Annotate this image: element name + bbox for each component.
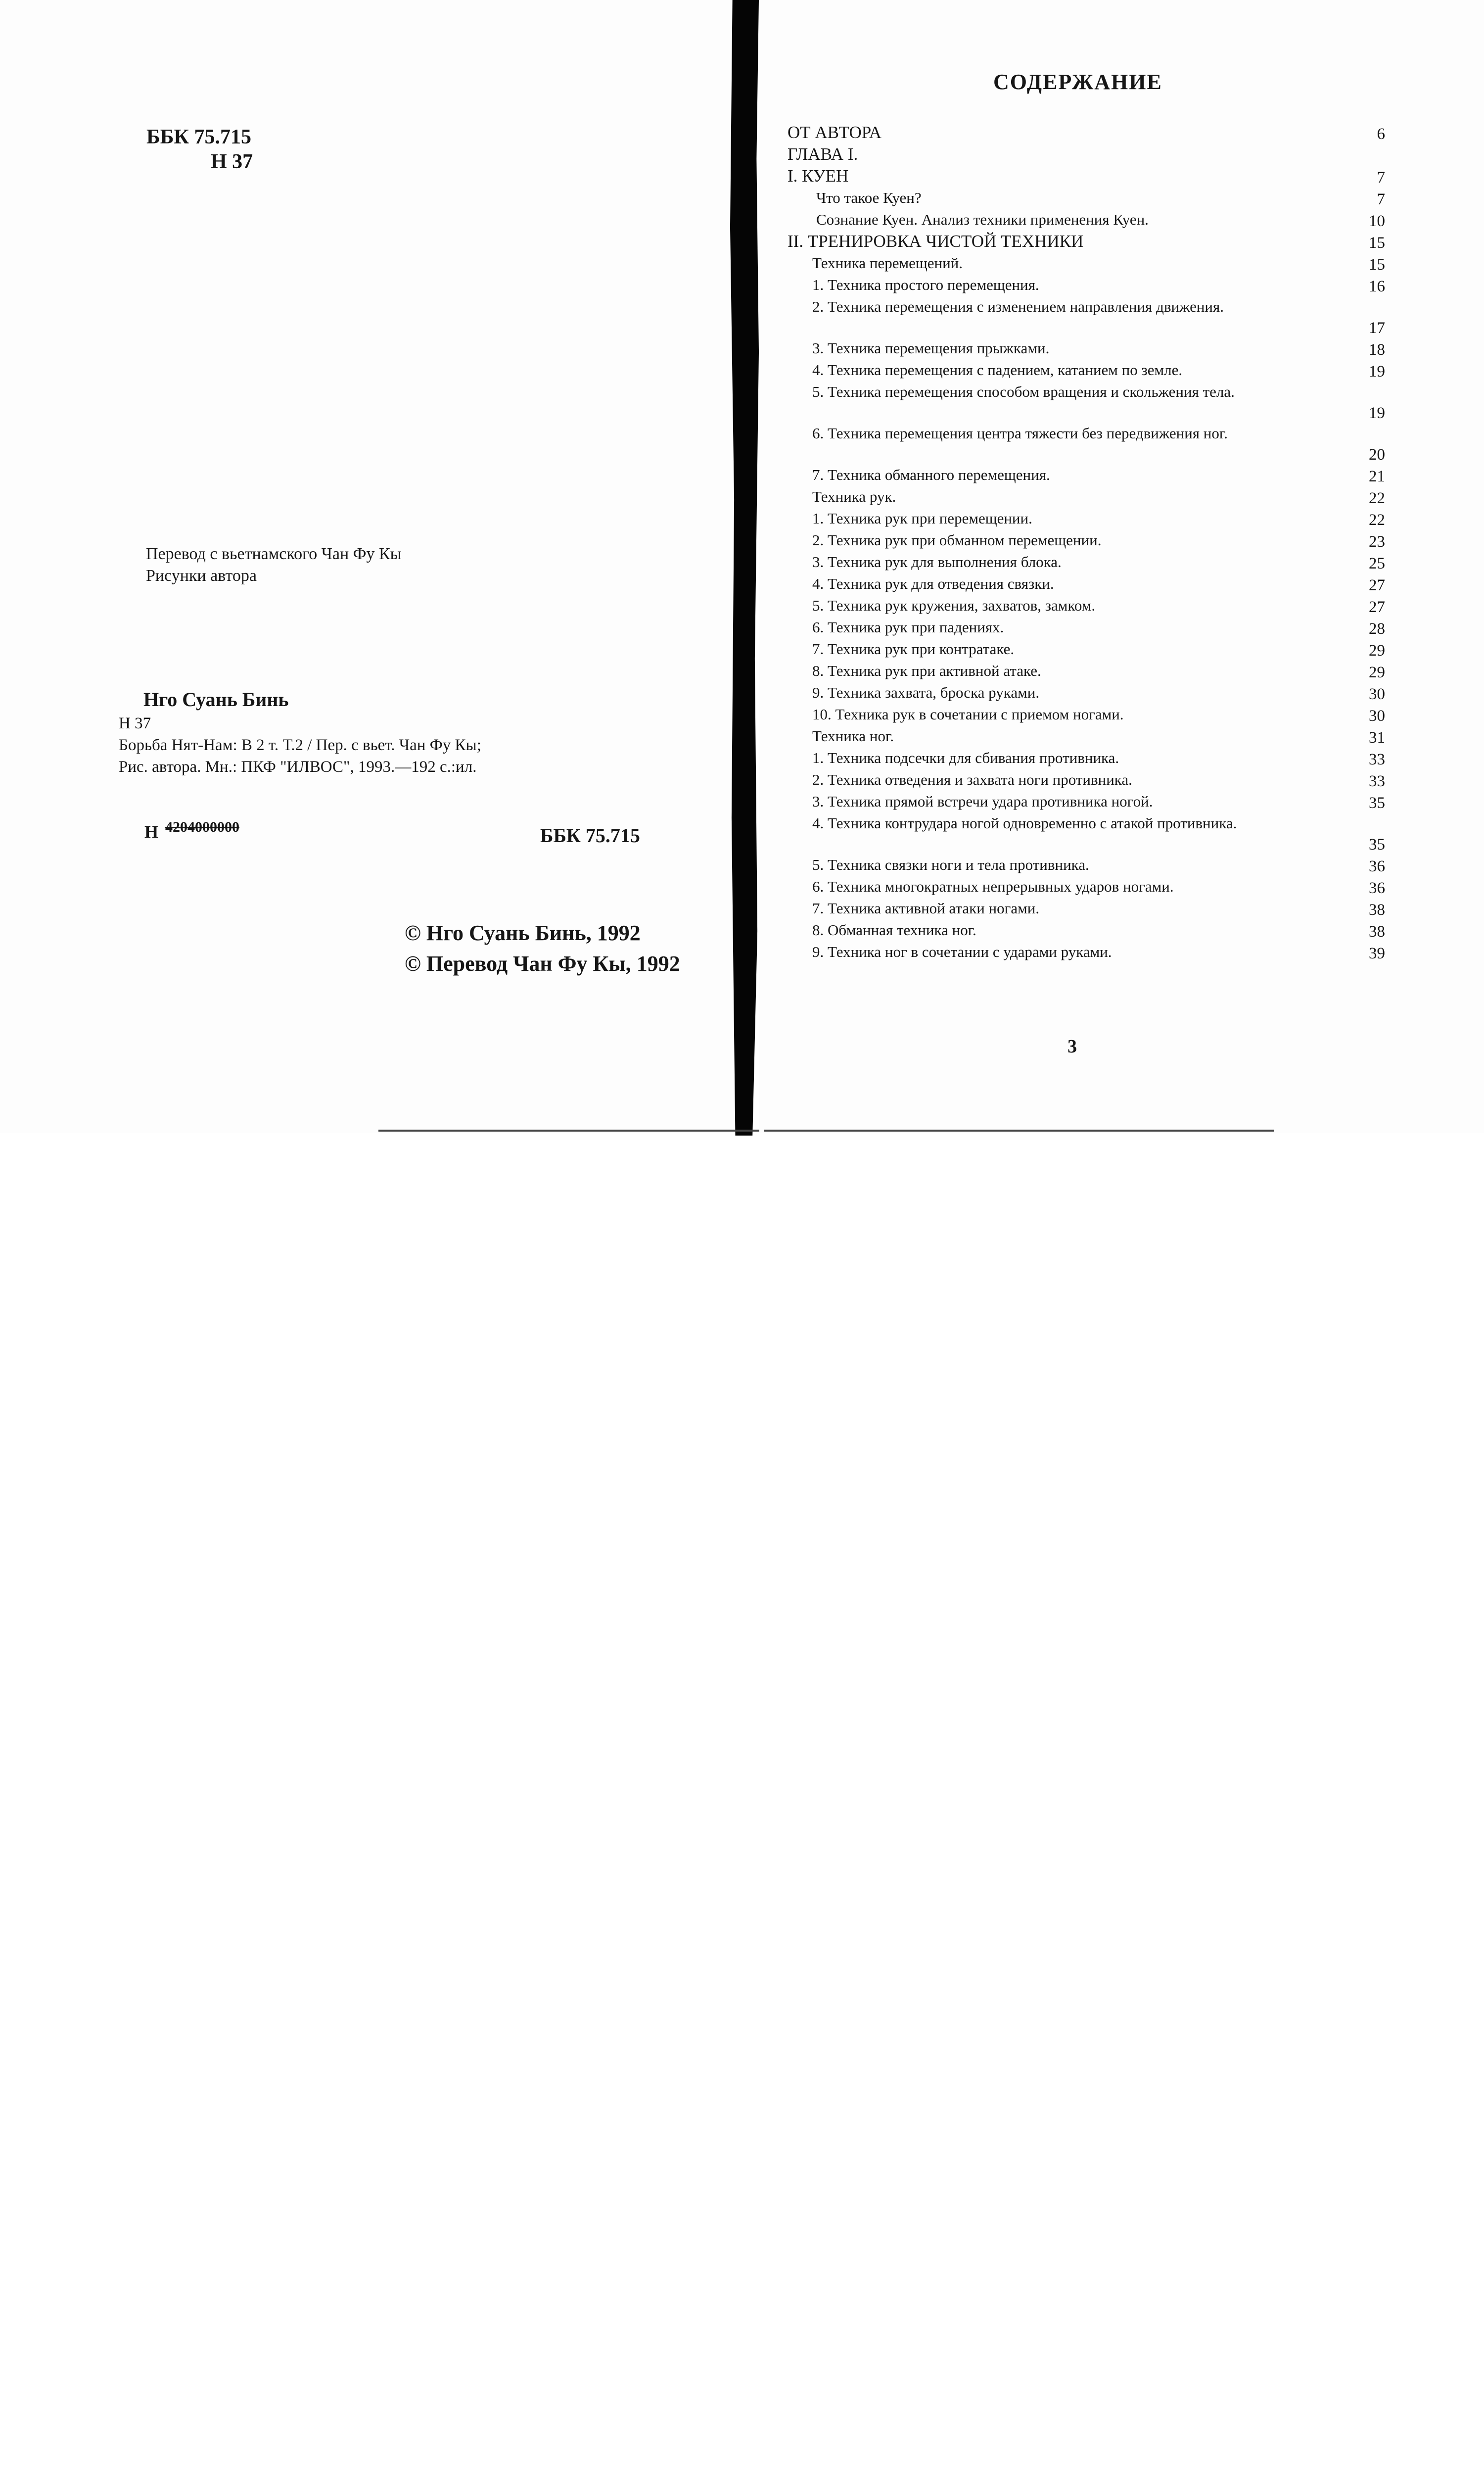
toc-entry-title: 10. Техника рук в сочетании с приемом ногами.	[812, 706, 1124, 723]
toc-entry-page: 29	[1369, 642, 1385, 660]
toc-entry-page: 22	[1369, 511, 1385, 529]
catalog-record	[119, 713, 481, 778]
illustrations-note: Рисунки автора	[146, 567, 257, 585]
page-bottom-edge	[378, 1130, 759, 1132]
toc-entry-title: 9. Техника ног в сочетании с ударами руками.	[812, 943, 1112, 960]
toc-entry-title: 6. Техника перемещения центра тяжести без передвижения ног.	[812, 425, 1228, 442]
toc-entry-page: 25	[1369, 555, 1385, 572]
toc-entry	[788, 123, 1395, 144]
toc-entry-title: 7. Техника активной атаки ногами.	[812, 900, 1040, 917]
toc-entry	[788, 530, 1395, 552]
toc-entry	[788, 639, 1395, 661]
toc-entry	[788, 509, 1395, 530]
toc-entry-page: 29	[1369, 664, 1385, 681]
isbn-block	[144, 821, 239, 842]
toc-entry-page: 7	[1377, 190, 1385, 208]
toc-entry	[788, 297, 1395, 338]
toc-entry-page: 15	[1369, 256, 1385, 274]
toc-entry-title: 3. Техника рук для выполнения блока.	[812, 553, 1062, 571]
toc-entry-title: Что такое Куен?	[816, 189, 922, 206]
toc-entry-page: 38	[1369, 923, 1385, 941]
toc-entry	[788, 487, 1395, 509]
toc-entry-title: 4. Техника перемещения с падением, катанием по земле.	[812, 361, 1183, 379]
toc-entry-page: 16	[1369, 278, 1385, 295]
toc-entry	[788, 596, 1395, 618]
author-code: Н 37	[211, 150, 253, 173]
toc-entry-page: 19	[1369, 363, 1385, 381]
toc-entry-title: Техника ног.	[812, 727, 894, 745]
toc-entry-title: 7. Техника обманного перемещения.	[812, 466, 1050, 483]
toc-entry-title: 5. Техника связки ноги и тела противника.	[812, 856, 1089, 873]
toc-entry-title: 4. Техника контрудара ногой одновременно с атакой противника.	[812, 814, 1237, 832]
toc-entry	[788, 360, 1395, 382]
toc-entry-page: 35	[1369, 794, 1385, 812]
toc-entry	[788, 275, 1395, 297]
toc-entry-title: 1. Техника подсечки для сбивания противника.	[812, 749, 1119, 766]
toc-entry-page: 30	[1369, 685, 1385, 703]
toc-entry-page: 39	[1369, 945, 1385, 962]
toc-entry-title: 2. Техника отведения и захвата ноги противника.	[812, 771, 1132, 788]
toc-entry	[788, 748, 1395, 770]
toc-entry-title: Техника перемещений.	[812, 254, 963, 272]
toc-entry-title: II. ТРЕНИРОВКА ЧИСТОЙ ТЕХНИКИ	[788, 232, 1084, 251]
toc-entry-page: 21	[1369, 468, 1385, 485]
catalog-line: Рис. автора. Мн.: ПКФ "ИЛВОС", 1993.—192 с.:ил.	[119, 758, 477, 776]
toc-entry-page: 15	[1369, 234, 1385, 252]
toc-entry-title: 4. Техника рук для отведения связки.	[812, 575, 1054, 592]
toc-entry-title: 2. Техника перемещения с изменением направления движения.	[812, 298, 1224, 315]
toc-entry	[788, 899, 1395, 920]
copyright-line: © Перевод Чан Фу Кы, 1992	[405, 952, 680, 976]
toc-entry	[788, 683, 1395, 705]
toc-entry-title: 8. Обманная техника ног.	[812, 921, 976, 939]
toc-entry	[788, 382, 1395, 424]
page-number: 3	[1067, 1036, 1077, 1057]
toc-entry	[788, 210, 1395, 232]
toc-entry-page: 33	[1369, 751, 1385, 768]
toc-entry	[788, 661, 1395, 683]
toc-entry	[788, 166, 1395, 188]
toc-entry-title: ГЛАВА I.	[788, 144, 858, 164]
toc-entry-page: 28	[1369, 620, 1385, 638]
toc-entry-page: 20	[1369, 446, 1385, 464]
toc-entry	[788, 574, 1395, 596]
isbn-number: 4204000000	[165, 819, 240, 835]
toc-entry-title: 5. Техника перемещения способом вращения и скольжения тела.	[812, 383, 1235, 400]
page-bottom-edge	[764, 1130, 1274, 1132]
toc-entry-title: 5. Техника рук кружения, захватов, замком.	[812, 597, 1096, 614]
author-name: Нго Суань Бинь	[143, 688, 289, 711]
toc-entry	[788, 424, 1395, 465]
book-spine-shadow	[730, 0, 759, 1136]
toc-entry-page: 31	[1369, 729, 1385, 747]
toc-entry	[788, 253, 1395, 275]
toc-entry-page: 23	[1369, 533, 1385, 551]
toc-entry	[788, 942, 1395, 964]
toc-entry	[788, 726, 1395, 748]
toc-entry-page: 27	[1369, 598, 1385, 616]
toc-entry-page: 33	[1369, 772, 1385, 790]
toc-entry-title: 6. Техника многократных непрерывных ударов ногами.	[812, 878, 1174, 895]
toc-entry-page: 7	[1377, 169, 1385, 187]
toc-entry-page: 38	[1369, 901, 1385, 919]
toc-entry	[788, 618, 1395, 639]
toc-entry-title: 2. Техника рук при обманном перемещении.	[812, 531, 1102, 549]
bbk-code-bottom: ББК 75.715	[540, 824, 640, 847]
toc-entry-title: 3. Техника перемещения прыжками.	[812, 339, 1050, 357]
toc-entry	[788, 877, 1395, 899]
toc-entry	[788, 465, 1395, 487]
isbn-prefix: Н	[144, 822, 159, 842]
toc-entry-title: I. КУЕН	[788, 166, 849, 186]
catalog-code: Н 37	[119, 714, 151, 732]
toc-entry-title: Техника рук.	[812, 488, 896, 505]
toc-entry	[788, 792, 1395, 813]
toc-entry	[788, 920, 1395, 942]
toc-entry-page: 10	[1369, 212, 1385, 230]
toc-entry-title: 1. Техника простого перемещения.	[812, 276, 1039, 293]
toc-entry-page: 30	[1369, 707, 1385, 725]
toc-entry	[788, 144, 1395, 166]
toc-entry-page: 36	[1369, 879, 1385, 897]
toc-entry	[788, 705, 1395, 726]
toc-entry-page: 35	[1369, 836, 1385, 854]
toc-entry-page: 17	[1369, 319, 1385, 337]
toc-entry-page: 6	[1377, 125, 1385, 143]
bbk-classification	[146, 125, 253, 174]
credits-block	[146, 543, 402, 587]
toc-entry-page: 18	[1369, 341, 1385, 359]
toc-entry	[788, 552, 1395, 574]
catalog-line: Борьба Нят-Нам: В 2 т. Т.2 / Пер. с вьет. Чан Фу Кы;	[119, 736, 481, 754]
toc-entry-page: 19	[1369, 404, 1385, 422]
toc-entry	[788, 855, 1395, 877]
toc-entry-title: ОТ АВТОРА	[788, 123, 882, 142]
toc-entry-title: 7. Техника рук при контратаке.	[812, 640, 1015, 658]
toc-entry	[788, 338, 1395, 360]
copyright-block	[405, 918, 680, 979]
toc-entry	[788, 770, 1395, 792]
toc-entry-page: 27	[1369, 576, 1385, 594]
table-of-contents	[788, 123, 1395, 964]
toc-entry-title: 8. Техника рук при активной атаке.	[812, 662, 1041, 679]
copyright-line: © Нго Суань Бинь, 1992	[405, 921, 641, 945]
bbk-code: ББК 75.715	[146, 126, 251, 148]
toc-entry-title: Сознание Куен. Анализ техники применения Куен.	[816, 211, 1149, 228]
toc-entry-title: 3. Техника прямой встречи удара противника ногой.	[812, 793, 1153, 810]
toc-entry-title: 9. Техника захвата, броска руками.	[812, 684, 1040, 701]
toc-title: СОДЕРЖАНИЕ	[993, 70, 1162, 94]
toc-entry	[788, 188, 1395, 210]
toc-entry-title: 6. Техника рук при падениях.	[812, 618, 1004, 636]
translation-note: Перевод с вьетнамского Чан Фу Кы	[146, 545, 402, 563]
toc-entry-page: 22	[1369, 489, 1385, 507]
toc-entry-page: 36	[1369, 857, 1385, 875]
toc-entry	[788, 813, 1395, 855]
toc-entry-title: 1. Техника рук при перемещении.	[812, 510, 1032, 527]
toc-entry	[788, 232, 1395, 253]
